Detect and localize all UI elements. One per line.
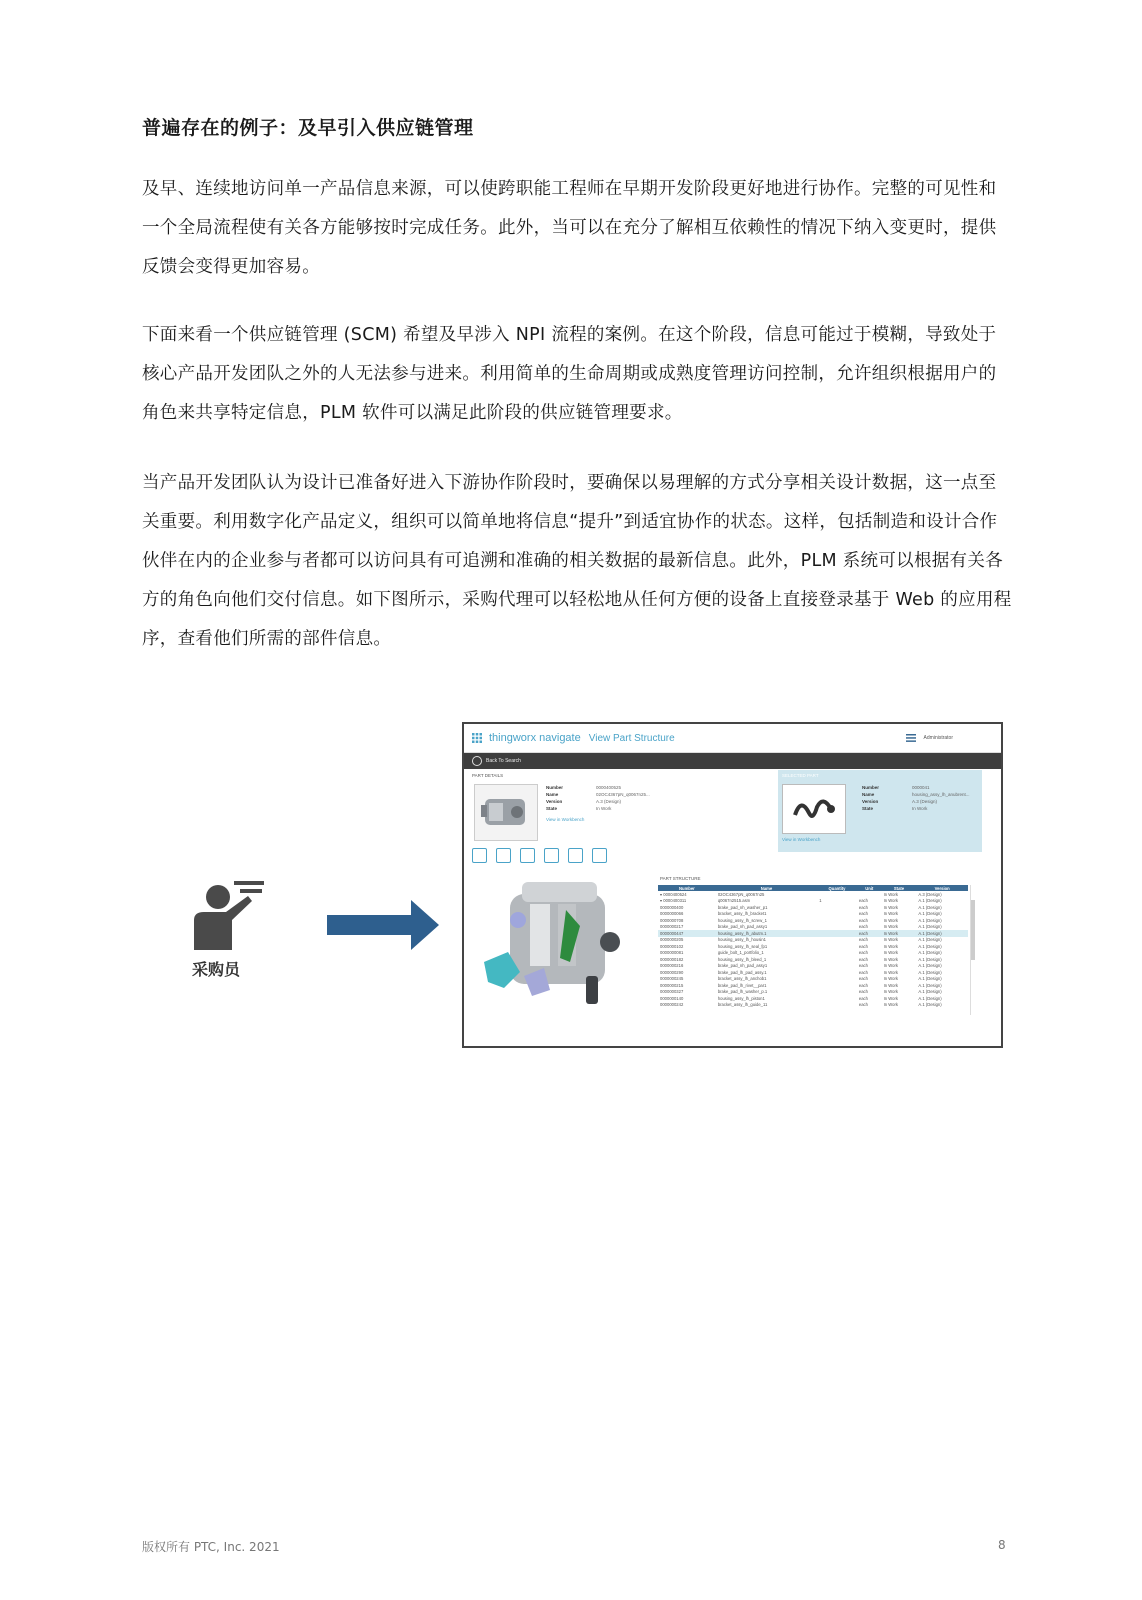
table-cell: In Work	[883, 995, 898, 1001]
prop-row	[546, 784, 686, 791]
tool-export-icon[interactable]	[592, 848, 607, 863]
table-cell: housing_assy_lh_piston1	[717, 995, 765, 1001]
table-cell: housing_assy_lh_screw_1	[717, 917, 767, 923]
tool-document-icon[interactable]	[544, 848, 559, 863]
app-navbar	[464, 753, 1001, 769]
table-cell: 0000000102	[660, 943, 684, 949]
table-cell: each	[858, 904, 868, 910]
table-cell: In Work	[882, 930, 917, 937]
table-cell: each	[858, 898, 868, 904]
view-in-workbench-link[interactable]: View in Workbench	[546, 817, 585, 822]
table-cell: q0067n2515.asm	[717, 898, 751, 904]
table-cell: In Work	[883, 982, 898, 988]
table-cell: A.1 (Design)	[918, 963, 942, 969]
prop-value: 0000041	[912, 785, 930, 790]
table-cell: A.1 (Design)	[918, 911, 942, 917]
prop-row	[546, 791, 686, 798]
selected-part-thumbnail	[782, 784, 846, 834]
table-cell: housing_assy_lh_seal_fp1	[717, 943, 768, 949]
table-cell: A.3 (Design)	[918, 891, 942, 897]
paragraph-3: 当产品开发团队认为设计已准备好进入下游协作阶段时，要确保以易理解的方式分享相关设计数据，这一点至关重要。利用数字化产品定义，组织可以简单地将信息“提升”到适宜协作的状态。这样，包括制造和设计合作伙伴在内的企业参与者都可以访问具有可追溯和准确的相关数据的最新信息。此外，PLM 系统可以根据有关各方的角色向他们交付信息。如下图所示，采购代理可以轻松地从任何方便的设备上直接登录基于 Web 的应用程序，查看他们所需的部件信息。	[142, 473, 1012, 649]
prop-value: 0000400525	[596, 785, 622, 790]
table-cell	[817, 1002, 857, 1009]
prop-key: State	[546, 806, 558, 811]
table-cell: 0000000066	[660, 911, 684, 917]
prop-key: State	[862, 806, 874, 811]
table-cell: A.1 (Design)	[918, 989, 942, 995]
table-cell: 0000000217	[660, 924, 684, 930]
table-cell: In Work	[883, 917, 898, 923]
table-cell: A.1 (Design)	[918, 995, 942, 1001]
column-header[interactable]: Version	[916, 885, 968, 891]
table-cell: each	[858, 937, 868, 943]
table-cell: In Work	[883, 943, 898, 949]
table-cell: 1	[819, 898, 822, 904]
table-cell: 0000000447	[658, 930, 716, 937]
table-cell: In Work	[883, 969, 898, 975]
table-cell: housing_assy_lh_bleed_1	[717, 956, 767, 962]
column-header[interactable]: Quantity	[817, 885, 857, 891]
page-number: 8	[998, 1538, 1006, 1552]
table-cell: In Work	[883, 963, 898, 969]
table-cell: bracket_assy_lh_guide_11	[717, 1002, 768, 1008]
table-cell: housing_assy_lh_abutm.1	[716, 930, 817, 937]
part-thumbnail	[474, 784, 538, 841]
view-in-workbench-link-2[interactable]: View in Workbench	[782, 837, 821, 842]
table-cell: In Work	[883, 937, 898, 943]
prop-value: In Work	[912, 806, 928, 811]
table-cell: In Work	[883, 924, 898, 930]
footer-copyright: 版权所有 PTC, Inc. 2021	[142, 1540, 280, 1554]
paragraph-2: 下面来看一个供应链管理 (SCM) 希望及早涉入 NPI 流程的案例。在这个阶段，信息可能过于模糊，导致处于核心产品开发团队之外的人无法参与进来。利用简单的生命周期或成熟度管理访问控制，允许组织根据用户的角色来共享特定信息，PLM 软件可以满足此阶段的供应链管理要求。	[142, 325, 997, 423]
table-row[interactable]	[658, 1002, 968, 1009]
table-cell: each	[857, 930, 882, 937]
table-cell: each	[858, 982, 868, 988]
table-cell: 0000000081	[660, 950, 684, 956]
table-cell: brake_pad_nh_washer_p1	[717, 904, 768, 910]
app-screenshot	[462, 722, 1003, 1048]
table-cell: In Work	[883, 976, 898, 982]
paragraph-1: 及早、连续地访问单一产品信息来源，可以使跨职能工程师在早期开发阶段更好地进行协作。完整的可见性和一个全局流程使有关各方能够按时完成任务。此外，当可以在充分了解相互依赖性的情况下纳入变更时，提供反馈会变得更加容易。	[142, 179, 997, 277]
table-cell: In Work	[883, 1002, 898, 1008]
arrow-right-icon	[327, 900, 439, 950]
table-cell: 0000000242	[660, 1002, 684, 1008]
table-cell: ▾ 0000400524	[660, 891, 687, 897]
selected-part-title: SELECTED PART	[782, 773, 819, 778]
table-cell: A.1 (Design)	[918, 1002, 942, 1008]
table-cell: each	[858, 963, 868, 969]
table-cell: brake_pad_lh_pad_assy.1	[717, 969, 767, 975]
column-header[interactable]: Number	[658, 885, 716, 891]
table-cell: 0000000140	[660, 995, 684, 1001]
tool-structure-icon[interactable]	[472, 848, 487, 863]
table-cell: A.1 (Design)	[918, 982, 942, 988]
table-cell: each	[858, 917, 868, 923]
table-cell: A.1 (Design)	[918, 943, 942, 949]
table-cell: ▾ 0000400311	[660, 898, 687, 904]
table-cell: In Work	[883, 904, 898, 910]
table-cell: 0000000708	[660, 917, 684, 923]
table-cell: each	[858, 911, 868, 917]
prop-value: A.3 (Design)	[596, 799, 622, 804]
part-details-title: PART DETAILS	[472, 773, 504, 778]
table-cell: brake_pad_lh_rivet__par1	[717, 982, 767, 988]
table-cell: brake_pad_nh_pad_assy1	[717, 963, 768, 969]
table-cell: 0000000245	[660, 976, 684, 982]
table-cell: In Work	[883, 956, 898, 962]
table-cell: A.1 (Design)	[918, 898, 942, 904]
prop-row	[546, 805, 686, 812]
column-header[interactable]: State	[882, 885, 917, 891]
table-cell: brake_pad_nh_pad_assy1	[717, 924, 768, 930]
tool-people-icon[interactable]	[496, 848, 511, 863]
table-cell: A.1 (Design)	[916, 930, 968, 937]
prop-row	[862, 798, 982, 805]
prop-row	[862, 805, 982, 812]
table-cell: each	[858, 956, 868, 962]
back-to-search-link[interactable]: Back To Search	[486, 758, 521, 764]
table-cell: A.1 (Design)	[918, 937, 942, 943]
table-cell: A.1 (Design)	[918, 969, 942, 975]
table-cell: In Work	[883, 911, 898, 917]
table-cell: each	[858, 1002, 868, 1008]
buyer-presenter-icon	[190, 880, 270, 950]
app-page-title: View Part Structure	[588, 732, 675, 744]
table-cell: A.1 (Design)	[918, 904, 942, 910]
app-header	[464, 724, 1001, 753]
user-name[interactable]: Administrator	[923, 735, 953, 741]
table-cell: each	[858, 976, 868, 982]
table-cell: A.1 (Design)	[918, 950, 942, 956]
table-cell: each	[858, 924, 868, 930]
prop-key: Number	[862, 785, 880, 790]
buyer-label: 采购员	[192, 960, 241, 979]
tool-list-icon[interactable]	[568, 848, 583, 863]
table-cell: In Work	[883, 950, 898, 956]
table-cell: 0000000327	[660, 989, 684, 995]
part-structure-table	[658, 885, 968, 1008]
table-cell: each	[858, 995, 868, 1001]
part-structure-title: PART STRUCTURE	[660, 876, 701, 881]
table-body	[658, 891, 968, 1008]
prop-key: Name	[546, 792, 559, 797]
scrollbar-thumb[interactable]	[971, 900, 975, 960]
column-header[interactable]: Name	[716, 885, 817, 891]
table-cell: A.1 (Design)	[918, 917, 942, 923]
table-cell: 0000000400	[660, 904, 684, 910]
prop-value: A.3 (Design)	[912, 799, 938, 804]
table-cell: A.1 (Design)	[918, 924, 942, 930]
tool-settings-icon[interactable]	[520, 848, 535, 863]
prop-key: Number	[546, 785, 564, 790]
table-cell: each	[858, 950, 868, 956]
table-cell: 0000000216	[660, 963, 684, 969]
table-cell: housing_assy_lh_housin1	[717, 937, 767, 943]
table-cell: In Work	[883, 898, 898, 904]
menu-icon[interactable]	[906, 734, 916, 742]
prop-key: Version	[862, 799, 879, 804]
prop-value: housing_assy_lh_anubrent...	[912, 792, 970, 797]
table-cell: 0000000182	[660, 956, 684, 962]
table-cell: 0000000215	[660, 982, 684, 988]
toolbar	[472, 848, 607, 863]
part-details-props	[546, 784, 686, 812]
prop-value: 02OC4367pN_q0067n25...	[596, 792, 650, 797]
prop-row	[546, 798, 686, 805]
app-grid-icon[interactable]	[472, 733, 482, 743]
table-cell: 0000000205	[660, 937, 684, 943]
table-cell: bracket_assy_lh_anchob1	[717, 976, 767, 982]
table-cell: 0000000290	[660, 969, 684, 975]
prop-value: In Work	[596, 806, 612, 811]
table-cell: In Work	[883, 989, 898, 995]
table-cell: each	[858, 943, 868, 949]
table-cell: bracket_assy_lh_bracket1	[717, 911, 767, 917]
back-icon[interactable]	[472, 756, 482, 766]
table-cell: In Work	[883, 891, 898, 897]
app-brand: thingworx navigate	[489, 732, 581, 744]
table-cell: each	[858, 969, 868, 975]
prop-row	[862, 791, 982, 798]
prop-key: Version	[546, 799, 563, 804]
section-heading: 普遍存在的例子：及早引入供应链管理	[142, 117, 474, 139]
column-header[interactable]: Unit	[857, 885, 882, 891]
selected-part-props	[862, 784, 982, 812]
3d-model-viewer[interactable]	[470, 864, 650, 1024]
prop-row	[862, 784, 982, 791]
prop-key: Name	[862, 792, 875, 797]
table-cell: A.1 (Design)	[918, 956, 942, 962]
table-cell: each	[858, 989, 868, 995]
table-cell: 02OC4367pN_q0067n25	[717, 891, 765, 897]
table-cell: brake_pad_lh_washer_p.1	[717, 989, 768, 995]
table-cell: guide_bolt_1_portfolio_1	[717, 950, 764, 956]
table-cell: A.1 (Design)	[918, 976, 942, 982]
